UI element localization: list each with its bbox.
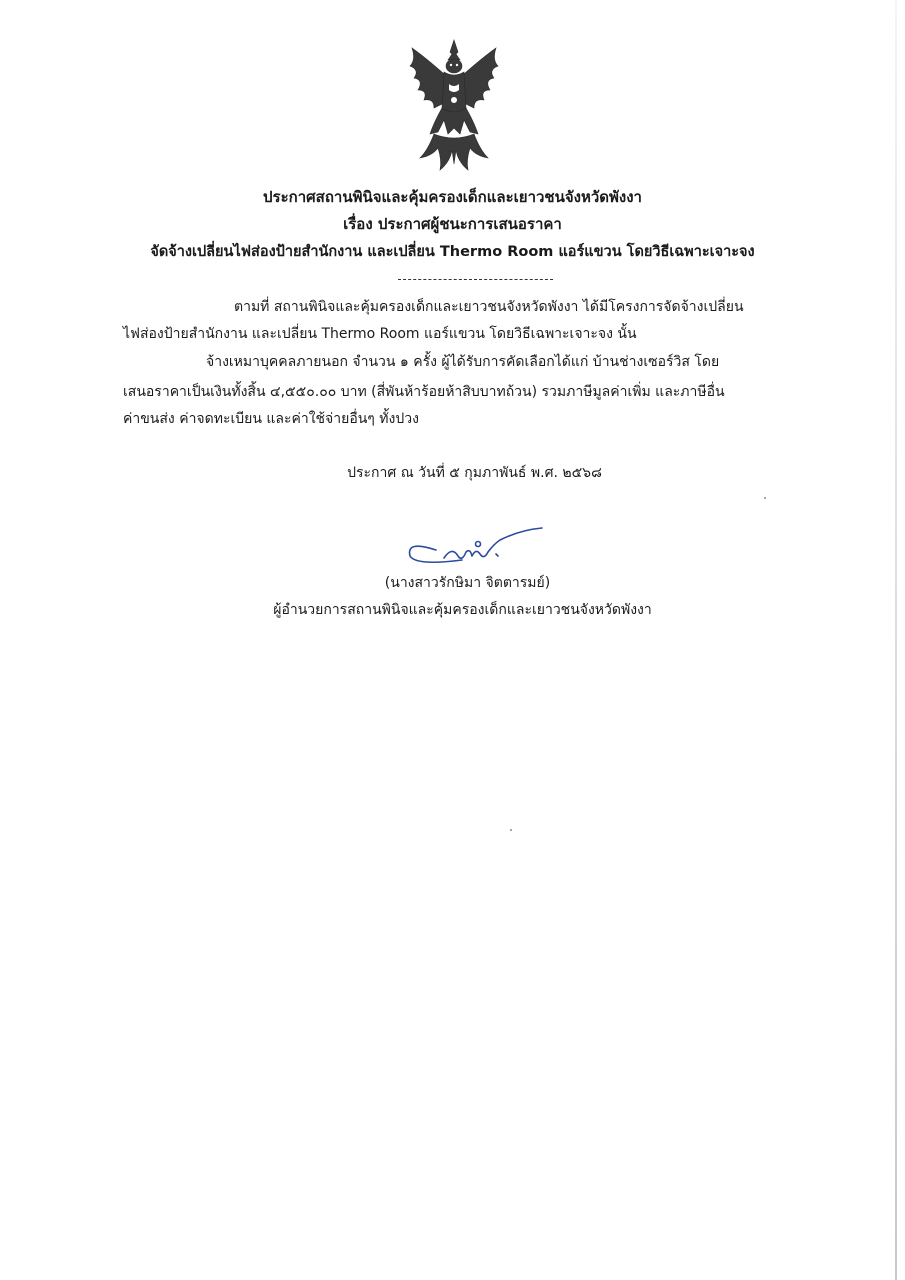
paragraph-1-line-2: ไฟส่องป้ายสำนักงาน และเปลี่ยน Thermo Room แอร์แขวน โดยวิธีเฉพาะเจาะจง นั้น (123, 326, 637, 342)
announcement-subject: เรื่อง ประกาศผู้ชนะการเสนอราคา (343, 215, 562, 233)
paragraph-2-line-3: ค่าขนส่ง ค่าจดทะเบียน และค่าใช้จ่ายอื่นๆ ทั้งปวง (123, 411, 419, 427)
paragraph-2-line-2: เสนอราคาเป็นเงินทั้งสิ้น ๔,๕๕๐.๐๐ บาท (สี่พันห้าร้อยห้าสิบบาทถ้วน) รวมภาษีมูลค่าเพิ่ม และภาษีอื่น (123, 384, 725, 400)
paragraph-2-line-1: จ้างเหมาบุคคลภายนอก จำนวน ๑ ครั้ง ผู้ได้รับการคัดเลือกได้แก่ บ้านช่างเซอร์วิส โดย (206, 354, 720, 370)
garuda-emblem-icon (404, 38, 504, 173)
announcement-heading: ประกาศสถานพินิจและคุ้มครองเด็กและเยาวชนจังหวัดพังงา (263, 188, 642, 206)
header-divider (398, 279, 553, 280)
paragraph-1-line-1: ตามที่ สถานพินิจและคุ้มครองเด็กและเยาวชนจังหวัดพังงา ได้มีโครงการจัดจ้างเปลี่ยน (234, 299, 744, 315)
announcement-date: ประกาศ ณ วันที่ ๕ กุมภาพันธ์ พ.ศ. ๒๕๖๘ (347, 465, 602, 481)
scan-speck (510, 829, 512, 831)
signer-name: (นางสาวรักษิมา จิตตารมย์) (384, 575, 551, 591)
scan-speck (764, 497, 766, 499)
signer-title: ผู้อำนวยการสถานพินิจและคุ้มครองเด็กและเยาวชนจังหวัดพังงา (273, 602, 652, 618)
announcement-project: จัดจ้างเปลี่ยนไฟส่องป้ายสำนักงาน และเปลี่ยน Thermo Room แอร์แขวน โดยวิธีเฉพาะเจาะจง (150, 244, 755, 260)
handwritten-signature (400, 522, 550, 572)
